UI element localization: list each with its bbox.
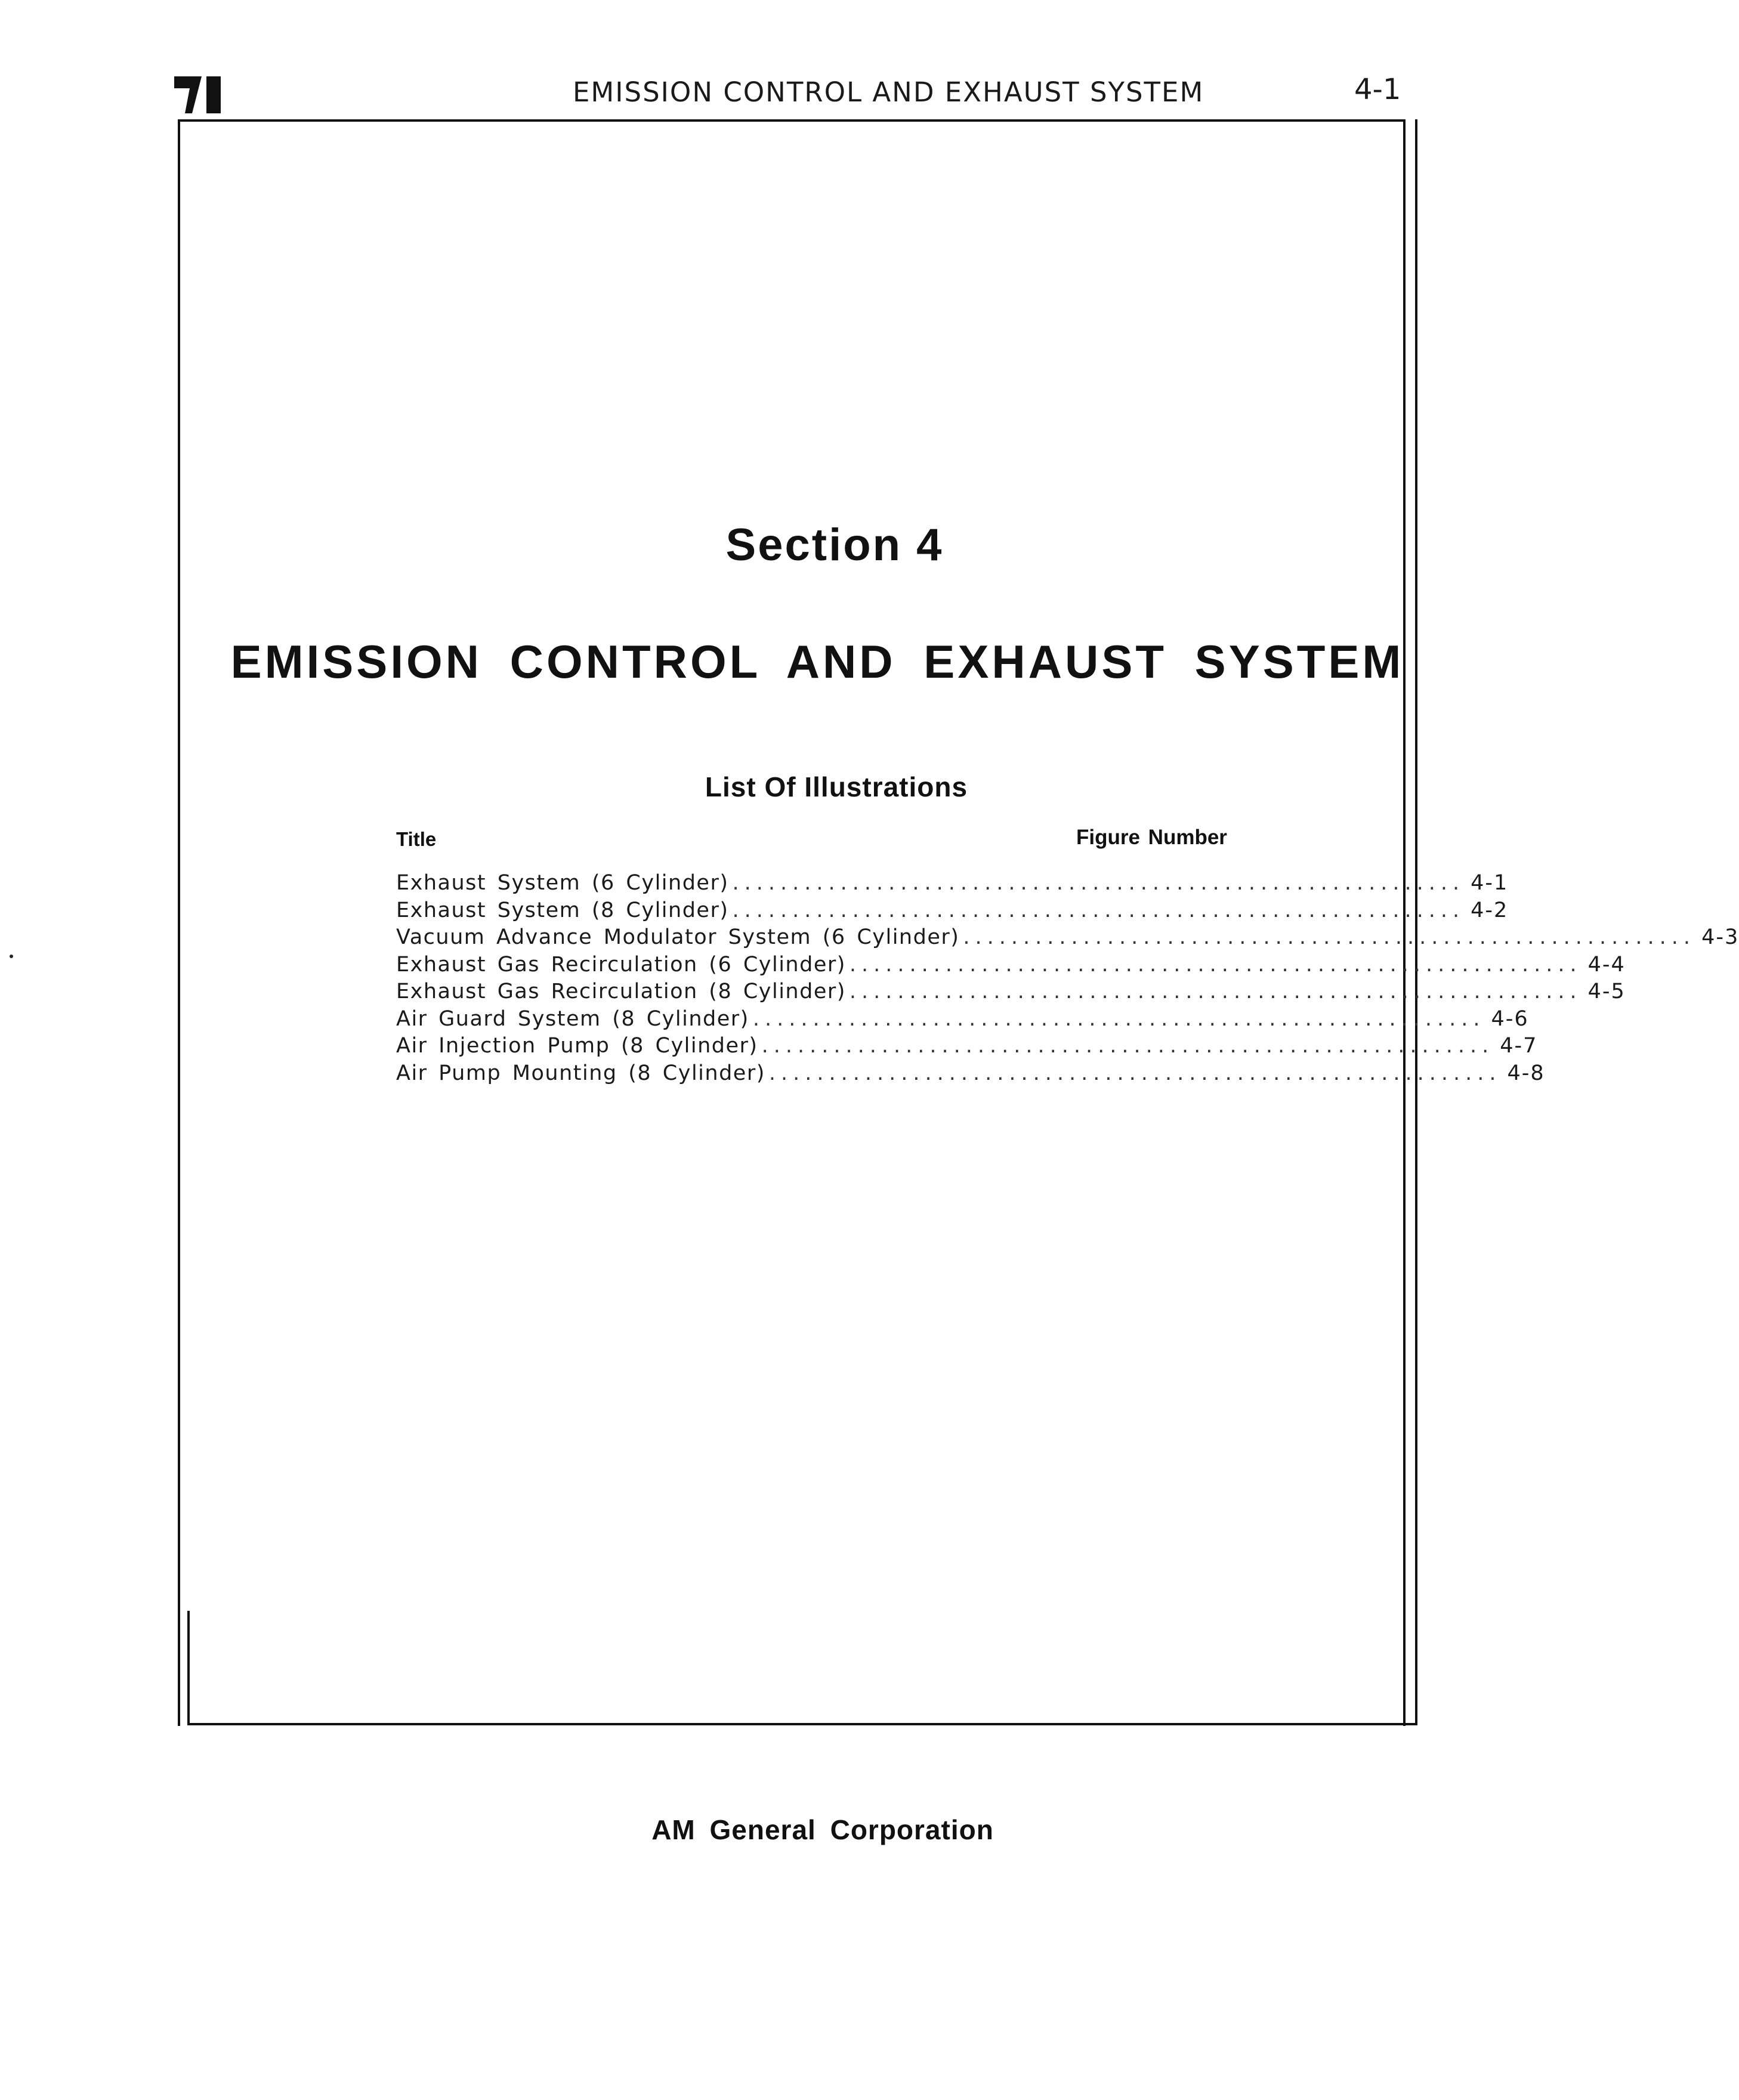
figure-number: 4-6 <box>1491 1006 1529 1031</box>
column-header-figure-number: Figure Number <box>1076 826 1227 849</box>
dot-leader: ............................................................. <box>732 898 1465 922</box>
frame-left-edge <box>187 1611 190 1725</box>
illustration-title: Exhaust Gas Recirculation (6 Cylinder) <box>396 952 846 977</box>
figure-number: 4-1 <box>1471 871 1509 895</box>
figure-number: 4-8 <box>1507 1061 1545 1085</box>
section-title: EMISSION CONTROL AND EXHAUST SYSTEM <box>230 635 1404 688</box>
running-head: EMISSION CONTROL AND EXHAUST SYSTEM <box>573 76 1204 108</box>
illustration-title: Vacuum Advance Modulator System (6 Cylinder) <box>396 925 960 949</box>
illustration-title: Exhaust System (8 Cylinder) <box>396 898 729 922</box>
am-general-logo-icon <box>174 76 231 113</box>
figure-number: 4-5 <box>1587 980 1626 1003</box>
dot-leader: ............................................................. <box>849 980 1582 1003</box>
list-item <box>396 871 1509 898</box>
figure-number: 4-4 <box>1587 952 1626 977</box>
list-item <box>396 952 1626 980</box>
list-item <box>396 980 1626 1007</box>
list-item <box>396 1034 1538 1061</box>
dot-leader: ............................................................. <box>963 925 1696 949</box>
list-item <box>396 1006 1529 1034</box>
illustration-title: Exhaust Gas Recirculation (8 Cylinder) <box>396 980 846 1003</box>
dot-leader: ............................................................. <box>732 871 1465 895</box>
dot-leader: ............................................................. <box>849 952 1582 977</box>
list-item <box>396 925 1739 953</box>
page-number: 4-1 <box>1354 73 1401 106</box>
column-header-title: Title <box>396 828 437 850</box>
list-item <box>396 1061 1545 1089</box>
dot-leader: ............................................................. <box>752 1006 1485 1031</box>
illustration-title: Air Guard System (8 Cylinder) <box>396 1006 749 1031</box>
illustration-title: Air Injection Pump (8 Cylinder) <box>396 1034 758 1058</box>
frame-right-edge <box>1415 119 1417 1725</box>
illustrations-list <box>396 871 1739 1088</box>
footer-company: AM General Corporation <box>651 1814 994 1845</box>
illustration-title: Air Pump Mounting (8 Cylinder) <box>396 1061 765 1085</box>
margin-dot <box>10 955 13 958</box>
list-item <box>396 898 1509 926</box>
illustration-title: Exhaust System (6 Cylinder) <box>396 871 729 895</box>
dot-leader: ............................................................. <box>761 1034 1494 1058</box>
dot-leader: ............................................................. <box>768 1061 1502 1085</box>
figure-number: 4-7 <box>1500 1034 1538 1058</box>
frame-bottom-edge <box>187 1723 1417 1725</box>
list-of-illustrations-heading: List Of Illustrations <box>705 771 968 802</box>
figure-number: 4-3 <box>1701 925 1739 949</box>
figure-number: 4-2 <box>1471 898 1509 922</box>
section-label: Section 4 <box>725 520 944 570</box>
